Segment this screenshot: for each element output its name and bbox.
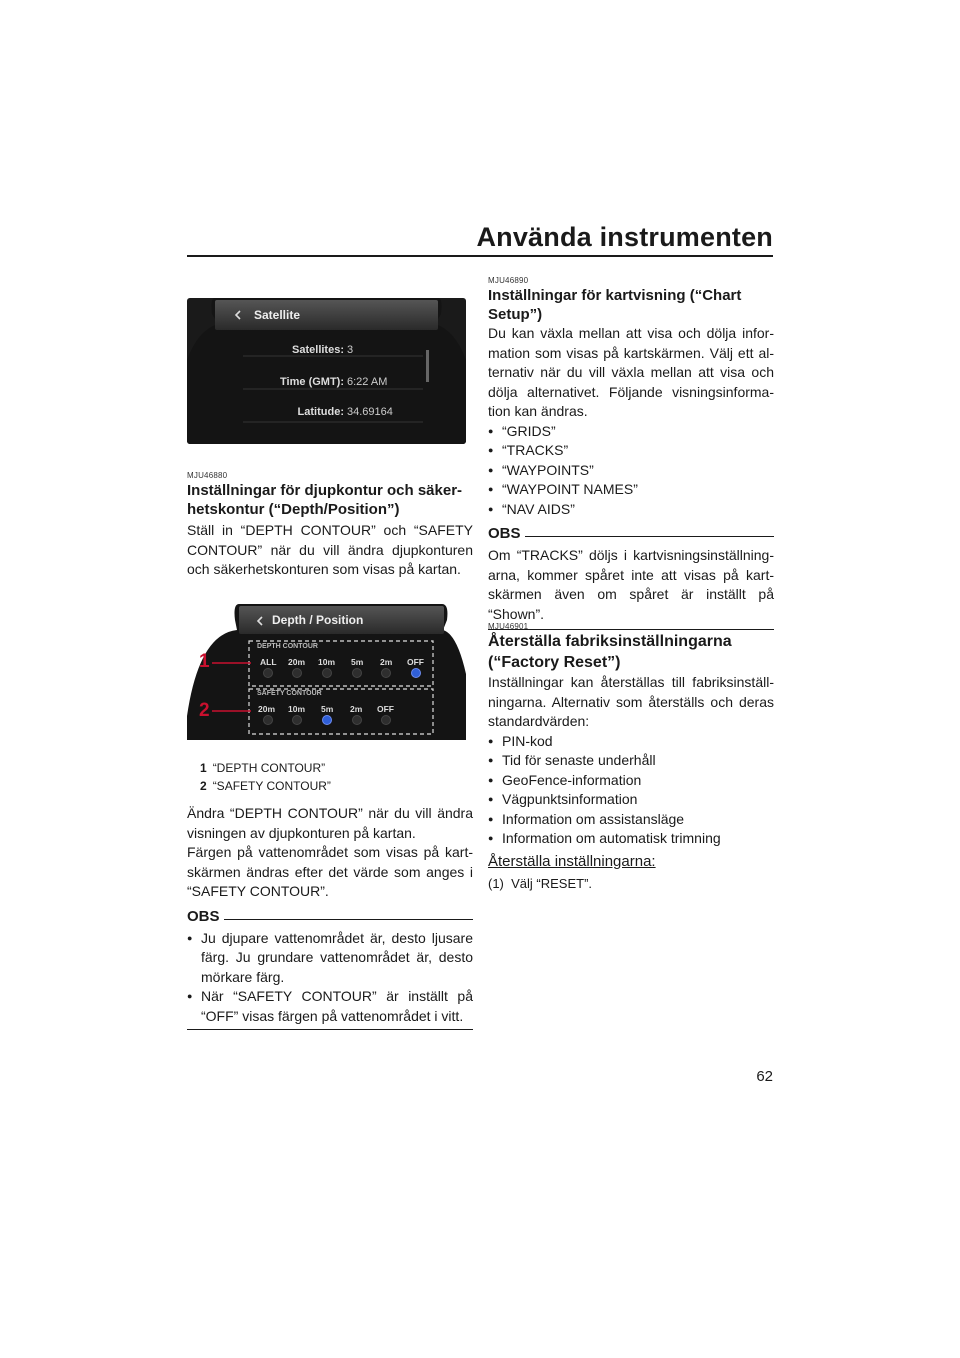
section-code: MJU46901 (488, 622, 529, 631)
caption-text: “DEPTH CONTOUR” (212, 761, 326, 775)
reset-items-list (488, 732, 774, 849)
caption-item (200, 777, 486, 795)
section-intro: Inställningar kan återställas till fabriksinställ-ningarna. Alternativ som återställs och deras standardvärden: (488, 674, 774, 729)
depth-option-label: OFF (407, 657, 424, 667)
caption-number: 2 (200, 779, 207, 793)
depth-screen-title: Depth / Position (272, 613, 364, 627)
obs-heading (488, 525, 774, 542)
caption-item (200, 759, 486, 777)
depth-option-label: ALL (260, 657, 277, 667)
list-item: ● GeoFence-information (488, 771, 774, 791)
depth-section (187, 471, 473, 580)
safety-contour-label: SAFETY CONTOUR (257, 690, 322, 697)
list-item: ● “WAYPOINTS” (488, 461, 774, 481)
satellite-screen-frame (187, 298, 466, 444)
obs-end-rule (187, 1029, 473, 1030)
section-intro: Ställ in “DEPTH CONTOUR” och “SAFETY CONTOUR” när du vill ändra djupkonturen och säkerhetskonturen som visas på kartan. (187, 522, 473, 577)
obs-rule (224, 919, 473, 920)
list-item: ● “WAYPOINT NAMES” (488, 480, 774, 500)
callout-number-1: 1 (199, 651, 210, 672)
section-code: MJU46890 (488, 276, 529, 285)
caption-text: “SAFETY CONTOUR” (212, 779, 331, 793)
list-item: ● Tid för senaste underhåll (488, 751, 774, 771)
section-intro: Du kan växla mellan att visa och dölja infor-mation som visas på kartskärmen. Välj ett al-ternativ när du vill växla mellan att visa och dölja alternativet. Följande visningsinforma-tion kan ändras. (488, 325, 774, 419)
paragraph: Färgen på vattenområdet som visas på kart-skärmen ändras efter det värde som anges i “SAFETY CONTOUR”. (187, 844, 473, 899)
depth-contour-label: DEPTH CONTOUR (257, 643, 318, 650)
safety-option-label: OFF (377, 704, 394, 714)
list-item: ● “GRIDS” (488, 422, 774, 442)
list-item: ● Ju djupare vattenområdet är, desto ljusare färg. Ju grundare vattenområdet är, desto mörkare färg. (187, 929, 473, 988)
satellite-row-label: Time (GMT): (280, 376, 344, 388)
section-heading: Återställa fabriksinställningarna (“Factory Reset”) (488, 633, 732, 671)
procedure-step: (1) Välj “RESET”. (488, 875, 593, 891)
obs-label: OBS (187, 907, 220, 925)
list-item: ● När “SAFETY CONTOUR” är inställt på “OFF” visas färgen på vattenområdet i vitt. (187, 987, 473, 1026)
page-number: 62 (756, 1068, 773, 1085)
obs-text: Om “TRACKS” döljs i kartvisningsinställning-arna, kommer spåret inte att visas på kart-skärmen även om spåret är inställt på “Shown”. (488, 547, 774, 622)
depth-body (187, 804, 473, 1030)
paragraph: Ändra “DEPTH CONTOUR” när du vill ändra visningen av djupkonturen på kartan. (187, 805, 473, 841)
satellite-row-value: 3 (347, 344, 354, 356)
chart-setup-list (488, 422, 774, 520)
obs-heading (187, 908, 473, 925)
list-item: ● PIN-kod (488, 732, 774, 752)
list-item: ● Information om assistansläge (488, 810, 774, 830)
obs-rule (525, 536, 774, 537)
depth-option-label: 10m (318, 657, 336, 667)
safety-option-label: 5m (321, 704, 334, 714)
satellite-screen-image (187, 298, 466, 444)
safety-option-label: 20m (258, 704, 276, 714)
section-code: MJU46880 (187, 471, 228, 480)
list-item: ● Information om automatisk trimning (488, 829, 774, 849)
section-heading: Inställningar för djupkontur och säker-hetskontur (“Depth/Position”) (187, 482, 463, 518)
page-title: Använda instrumenten (476, 222, 773, 252)
safety-option-label: 10m (288, 704, 306, 714)
satellite-row-label: Latitude: (297, 406, 344, 418)
figure-captions (200, 759, 486, 795)
list-item: ● “NAV AIDS” (488, 500, 774, 520)
depth-option-label: 5m (351, 657, 364, 667)
factory-reset-section (488, 622, 774, 891)
depth-option-label: 2m (380, 657, 393, 667)
chart-setup-section (488, 276, 774, 630)
satellite-row-value: 34.69164 (347, 406, 393, 418)
list-item: ● Vägpunktsinformation (488, 790, 774, 810)
section-heading: Inställningar för kartvisning (“Chart Setup”) (488, 287, 742, 323)
depth-option-label: 20m (288, 657, 306, 667)
safety-option-label: 2m (350, 704, 363, 714)
obs-list (187, 929, 473, 1027)
obs-label: OBS (488, 525, 521, 542)
list-item: ● “TRACKS” (488, 441, 774, 461)
procedure-subheading: Återställa inställningarna: (488, 852, 656, 870)
callout-number-2: 2 (199, 700, 210, 721)
satellite-screen-title: Satellite (254, 308, 301, 322)
satellite-row-value: 6:22 AM (347, 376, 388, 388)
satellite-row-label: Satellites: (292, 344, 344, 356)
caption-number: 1 (200, 761, 207, 775)
title-divider (187, 255, 773, 257)
